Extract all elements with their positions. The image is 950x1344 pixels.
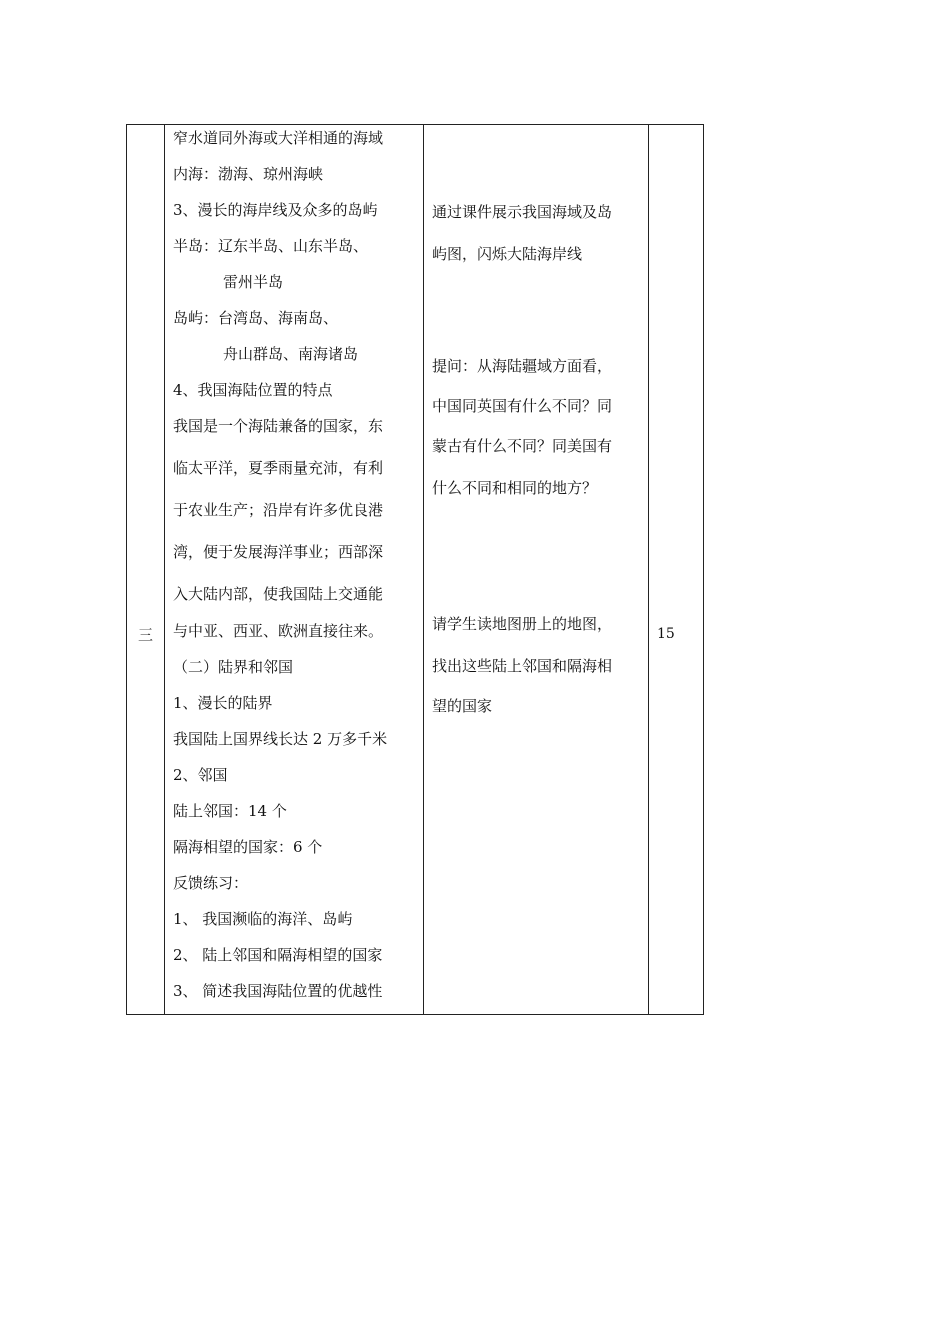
lesson-table	[126, 124, 704, 1015]
activity-line: 望的国家	[432, 697, 493, 715]
column-divider	[423, 125, 424, 1014]
content-line: 窄水道同外海或大洋相通的海域	[173, 129, 384, 147]
content-line: 反馈练习：	[173, 874, 249, 892]
minutes-cell: 15	[657, 626, 675, 642]
content-line: 湾，便于发展海洋事业；西部深	[173, 543, 384, 561]
content-line: 内海：渤海、琼州海峡	[173, 165, 324, 183]
column-divider	[648, 125, 649, 1014]
content-line: 隔海相望的国家：6 个	[173, 838, 323, 856]
activity-line: 找出这些陆上邻国和隔海相	[432, 657, 613, 675]
content-line: 1、漫长的陆界	[173, 694, 273, 712]
activity-line: 蒙古有什么不同？同美国有	[432, 437, 613, 455]
content-line: 1、 我国濒临的海洋、岛屿	[173, 910, 353, 928]
column-divider	[164, 125, 165, 1014]
activity-line: 通过课件展示我国海域及岛	[432, 203, 613, 221]
content-line: 雷州半岛	[223, 273, 284, 291]
content-line: 半岛：辽东半岛、山东半岛、	[173, 237, 369, 255]
activity-line: 中国同英国有什么不同？同	[432, 397, 613, 415]
content-line: 我国是一个海陆兼备的国家，东	[173, 417, 384, 435]
content-line: 与中亚、西亚、欧洲直接往来。	[173, 622, 384, 640]
content-line: 入大陆内部，使我国陆上交通能	[173, 585, 384, 603]
content-line: （二）陆界和邻国	[173, 658, 294, 676]
content-line: 临太平洋，夏季雨量充沛，有利	[173, 459, 384, 477]
activity-line: 请学生读地图册上的地图，	[432, 615, 613, 633]
content-line: 于农业生产；沿岸有许多优良港	[173, 501, 384, 519]
content-line: 3、漫长的海岸线及众多的岛屿	[173, 201, 378, 219]
content-line: 陆上邻国：14 个	[173, 802, 287, 820]
content-line: 3、 简述我国海陆位置的优越性	[173, 982, 383, 1000]
activity-line: 什么不同和相同的地方？	[432, 479, 598, 497]
content-line: 舟山群岛、南海诸岛	[223, 345, 359, 363]
activity-line: 屿图，闪烁大陆海岸线	[432, 245, 583, 263]
stage-cell: 三	[137, 626, 153, 644]
content-line: 2、 陆上邻国和隔海相望的国家	[173, 946, 383, 964]
content-line: 4、我国海陆位置的特点	[173, 381, 333, 399]
content-line: 2、邻国	[173, 766, 228, 784]
content-line: 岛屿：台湾岛、海南岛、	[173, 309, 339, 327]
activity-line: 提问：从海陆疆域方面看，	[432, 357, 613, 375]
content-line: 我国陆上国界线长达 2 万多千米	[173, 730, 388, 748]
